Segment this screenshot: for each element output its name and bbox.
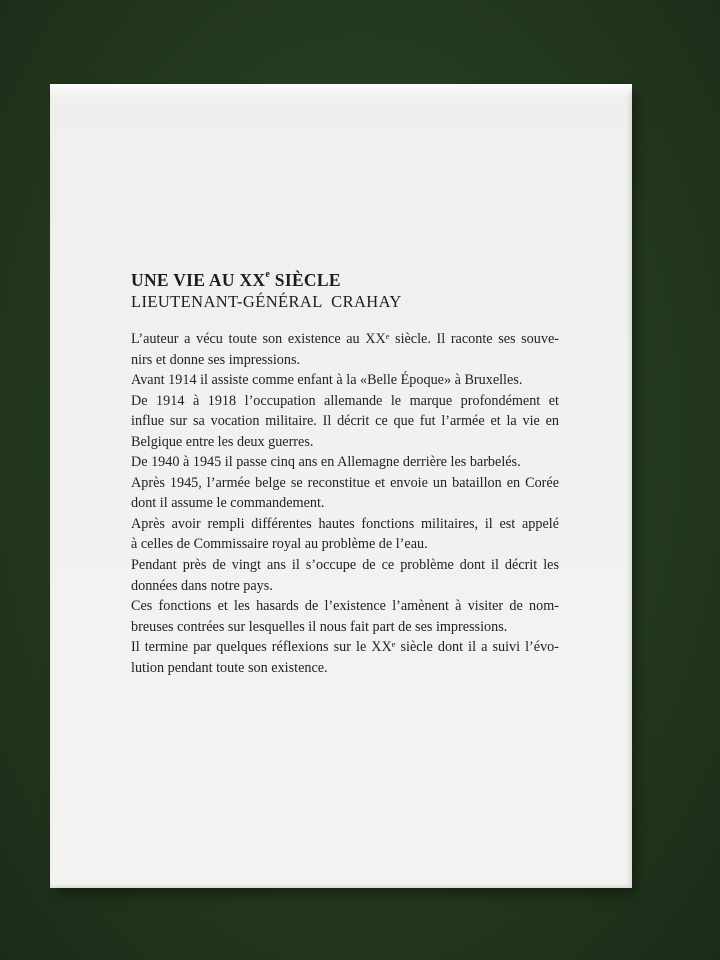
book-top-edge [50, 84, 632, 98]
blurb-line: Avant 1914 il assiste comme enfant à la «Belle Époque» à Bruxelles. [131, 372, 523, 389]
blurb-line: à celles de Commissaire royal au problème de l’eau. [131, 536, 428, 553]
blurb-line: De 1940 à 1945 il passe cinq ans en Allemagne derrière les barbelés. [131, 454, 521, 471]
blurb-line: L’auteur a vécu toute son existence au XXᵉ siècle. Il raconte ses souve- [131, 331, 559, 347]
book-author: LIEUTENANT-GÉNÉRAL CRAHAY [131, 292, 402, 311]
blurb-text [131, 329, 559, 678]
blurb-line: nirs et donne ses impressions. [131, 351, 301, 368]
blurb-line: Belgique entre les deux guerres. [131, 433, 314, 450]
book-title-end: SIÈCLE [270, 270, 341, 290]
blurb-line: De 1914 à 1918 l’occupation allemande le marque profondément et [131, 392, 559, 409]
blurb-line: Ces fonctions et les hasards de l’existence l’amènent à visiter de nom- [131, 598, 559, 615]
blurb-line: lution pendant toute son existence. [131, 659, 328, 676]
blurb-line: Après 1945, l’armée belge se reconstitue et envoie un bataillon en Corée [131, 474, 559, 491]
book-title [131, 270, 341, 291]
book-title-main: UNE VIE AU XX [131, 270, 266, 290]
blurb-line: dont il assume le commandement. [131, 495, 325, 512]
blurb-line: breuses contrées sur lesquelles il nous fait part de ses impressions. [131, 618, 508, 635]
blurb-line: Pendant près de vingt ans il s’occupe de ce problème dont il décrit les [131, 557, 559, 574]
blurb-line: données dans notre pays. [131, 577, 273, 594]
blurb-line: Il termine par quelques réflexions sur le XXᵉ siècle dont il a suivi l’évo- [131, 639, 559, 656]
blurb-line: Après avoir rempli différentes hautes fonctions militaires, il est appelé [131, 515, 559, 532]
book-title-superscript: e [265, 269, 271, 280]
blurb-line: influe sur sa vocation militaire. Il décrit ce que fut l’armée et la vie en [131, 413, 559, 430]
